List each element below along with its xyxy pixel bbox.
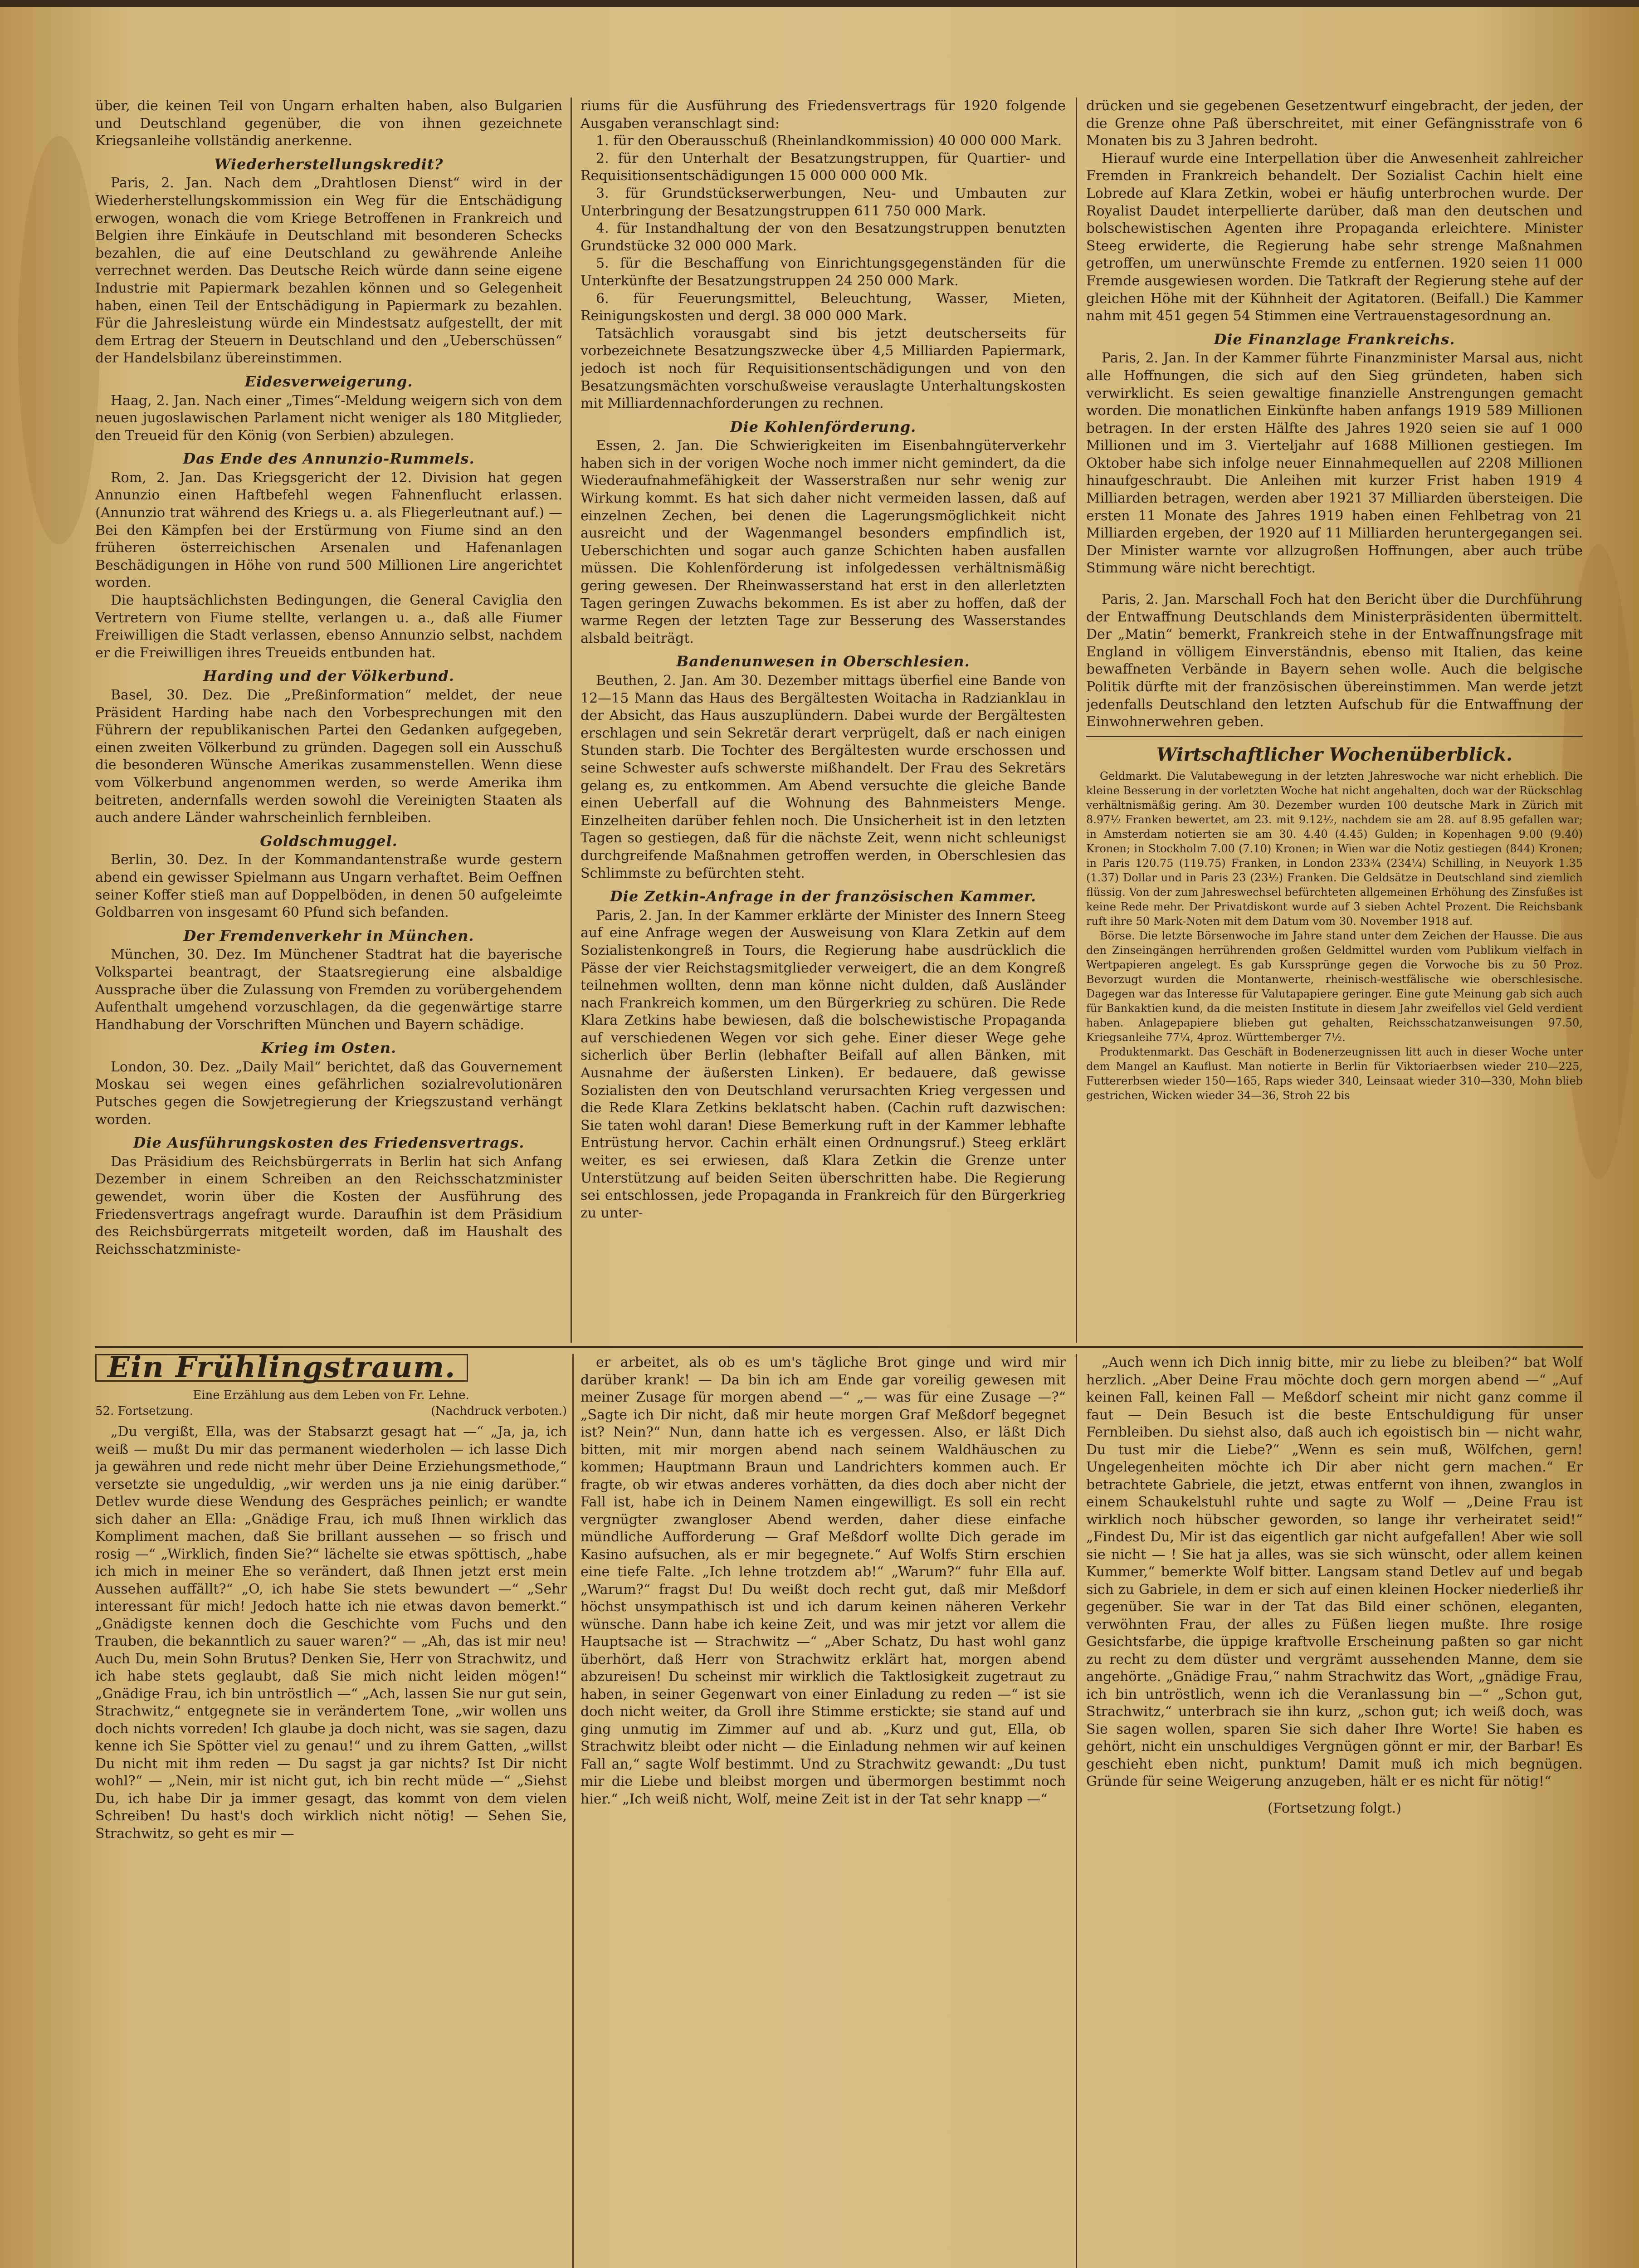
economic-review-title: Wirtschaftlicher Wochenüberblick.	[1156, 743, 1513, 765]
expense-item: 5. für die Beschaffung von Einrichtungsgegenständen für die Unterkünfte der Besatzungstruppen 24 250 000 Mark.	[580, 255, 1066, 289]
article-headline: Die Ausführungskosten des Friedensvertrags.	[133, 1134, 525, 1152]
article-headline: Eidesverweigerung.	[244, 372, 413, 390]
article-text: riums für die Ausführung des Friedensvertrags für 1920 folgende Ausgaben veranschlagt sind:	[580, 98, 1066, 132]
page-edge	[0, 0, 1639, 7]
article-text: Das Präsidium des Reichsbürgerrats in Berlin hat sich Anfang Dezember in einem Schreiben an den Reichsschatzminister gewendet, worin über die Kosten der Ausführung des Friedensvertrags angefragt wurde. Daraufhin ist dem Präsidium des Reichsbürgerrats mitgeteilt worden, daß im Haushalt des Reichsschatzministe-	[95, 1154, 562, 1257]
serial-column-1	[95, 1354, 567, 2268]
column-divider	[571, 98, 572, 1343]
article-headline: Bandenunwesen in Oberschlesien.	[676, 653, 970, 670]
article-text: Hierauf wurde eine Interpellation über die Anwesenheit zahlreicher Fremden in Frankreich behandelt. Der Sozialist Cachin hielt eine Lobrede auf Klara Zetkin, wobei er häufig unterbrochen wurde. Der Royalist Daudet interpellierte darüber, daß man den deutschen und bolschewistischen Agenten ihre Propaganda erleichtere. Minister Steeg erwiderte, die Regierung habe sehr strenge Maßnahmen getroffen, um unerwünschte Fremde zu entfernen. 1920 seien 11 000 Fremde ausgewiesen worden. Die Tatkraft der Regierung stehe auf der gleichen Höhe mit der Kühnheit der Agitatoren. (Beifall.) Die Kammer nahm mit 451 gegen 54 Stimmen eine Vertrauenstagesordnung an.	[1086, 150, 1583, 324]
article-text: über, die keinen Teil von Ungarn erhalten haben, also Bulgarien und Deutschland gegenüber, die von ihnen gezeichnete Kriegsanleihe vollständig anerkenne.	[95, 98, 562, 149]
article-headline: Harding und der Völkerbund.	[203, 667, 455, 685]
produce-market-text: Produktenmarkt. Das Geschäft in Bodenerzeugnissen litt auch in dieser Woche unter dem Mangel an Kauflust. Man notierte in Berlin für Viktoriaerbsen wieder 210—225, Futtererbsen wieder 150—165, Raps wieder 340, Leinsaat wieder 310—330, Mohn blieb gestrichen, Wicken wieder 34—36, Stroh 22 bis	[1086, 1046, 1583, 1102]
serial-subtitle: Eine Erzählung aus dem Leben von Fr. Lehne.	[193, 1388, 469, 1402]
serial-text: „Du vergißt, Ella, was der Stabsarzt gesagt hat —“ „Ja, ja, ich weiß — mußt Du mir das permanent wiederholen — ich lasse Dich ja gewähren und rede nicht mehr über Deine Erziehungsmethode,“ versetzte sie ungeduldig, „wir werden uns ja nie einig darüber.“ Detlev wurde diese Wendung des Gespräches peinlich; er wandte sich daher an Ella: „Gnädige Frau, ich muß Ihnen wirklich das Kompliment machen, daß Sie brillant aussehen — so frisch und rosig —“ „Wirklich, finden Sie?“ lächelte sie etwas spöttisch, „habe ich mich in meiner Ehe so verändert, daß Ihnen jetzt erst mein Aussehen auffällt?“ „O, ich habe Sie stets bewundert —“ „Sehr interessant für mich! Jedoch hatte ich nie etwas davon bemerkt.“ „Gnädigste kennen doch die Geschichte vom Fuchs und den Trauben, die bekanntlich zu sauer waren?“ — „Ah, das ist mir neu! Auch Du, mein Sohn Brutus? Denken Sie, Herr von Strachwitz, und ich habe stets geglaubt, daß Sie mich nicht leiden mögen!“ „Gnädige Frau, ich bin untröstlich —“ „Ach, lassen Sie nur gut sein, Strachwitz,“ entgegnete sie in verändertem Tone, „wir wollen uns doch nichts vorreden! Ich glaube ja doch nicht, was sie sagen, dazu kenne ich Sie Spötter viel zu genau!“ und zu ihrem Gatten, „willst Du nicht mit ihm reden — Du sagst ja gar nichts? Ist Dir nicht wohl?“ — „Nein, mir ist nicht gut, ich bin recht müde —“ „Siehst Du, ich habe Dir ja immer gesagt, das kommt von dem vielen Schreiben! Du hast's doch wirklich nicht nötig! — Sehen Sie, Strachwitz, so geht es mir —	[95, 1424, 567, 1842]
article-headline: Der Fremdenverkehr in München.	[183, 927, 474, 944]
article-headline: Krieg im Osten.	[261, 1039, 397, 1057]
serial-column-3	[1086, 1354, 1583, 2268]
stock-market-text: Börse. Die letzte Börsenwoche im Jahre stand unter dem Zeichen der Hausse. Die aus den Zinseingängen herrührenden großen Geldmittel wurden vom Publikum vielfach in Wertpapieren angelegt. Es gab Kurssprünge gegen die Vorwoche bis zu 50 Proz. Bevorzugt wurden die Montanwerte, rheinisch-westfälische wie oberschlesische. Dagegen war das Interesse für Valutapapiere geringer. Eine gute Meinung gab sich auch für Bankaktien kund, da die meisten Institute in diesem Jahr zweifellos viel Geld verdient haben. Anlagepapiere blieben gut gehalten, Reichsschatzanweisungen 97.50, Kriegsanleihe 77¼, 4proz. Württemberger 7½.	[1086, 929, 1583, 1044]
serial-text: er arbeitet, als ob es um's tägliche Brot ginge und wird mir darüber krank! — Da bin ich am Ende gar voreilig gewesen mit meiner Zusage für morgen abend —“ „— was für eine Zusage —?“ „Sagte ich Dir nicht, daß mir heute morgen Graf Meßdorf begegnet ist? Nein?“ Nun, dann hatte ich es vergessen. Also, er läßt Dich bitten, mit mir morgen abend nach seinem Waldhäuschen zu kommen; Hauptmann Braun und Landrichters kommen auch. Er fragte, ob wir etwas anderes vorhätten, da dies doch aber nicht der Fall ist, habe ich in Deinem Namen eingewilligt. Es soll ein recht vergnügter zwangloser Abend werden, daher diese einfache mündliche Aufforderung — Graf Meßdorf wollte Dich gerade im Kasino aufsuchen, als er mir begegnete.“ Auf Wolfs Stirn erschien eine tiefe Falte. „Ich lehne trotzdem ab!“ „Warum?“ fuhr Ella auf. „Warum?“ fragst Du! Du weißt doch recht gut, daß mir Meßdorf höchst unsympathisch ist und ich darum keinen näheren Verkehr wünsche. Dann habe ich keine Zeit, und was mir jetzt vor allem die Hauptsache ist — Strachwitz —“ „Aber Schatz, Du hast wohl ganz überhört, daß Herr von Strachwitz erklärt hat, morgen abend abzureisen! Du scheinst mir wirklich die Taktlosigkeit zugetraut zu haben, in seiner Gegenwart von einer Einladung zu reden —“ ist sie doch nicht weiter, da Groll ihre Stimme erstickte; sie stand auf und ging unmutig im Zimmer auf und ab. „Kurz und gut, Ella, ob Strachwitz bleibt oder nicht — die Einladung nehmen wir auf keinen Fall an,“ sagte Wolf bestimmt. Und zu Strachwitz gewandt: „Du tust mir die Liebe und bleibst morgen und übermorgen bestimmt noch hier.“ „Ich weiß nicht, Wolf, meine Zeit ist in der Tat sehr knapp —“	[580, 1354, 1066, 1807]
article-text: Paris, 2. Jan. Marschall Foch hat den Bericht über die Durchführung der Entwaffnung Deutschlands dem Ministerpräsidenten übermittelt. Der „Matin“ bemerkt, Frankreich stehe in der Entwaffnungsfrage mit England in völligem Einverständnis, ebenso mit Italien, das keine bewaffneten Verbände in Bayern sehen wolle. Auch die belgische Politik dürfte mit der französischen übereinstimmen. Man werde jetzt jedenfalls Deutschland den letzten Aufschub für die Entwaffnung der Einwohnerwehren geben.	[1086, 591, 1583, 730]
article-text: Basel, 30. Dez. Die „Preßinformation“ meldet, der neue Präsident Harding habe nach den Vorbesprechungen mit den Führern der republikanischen Partei den Gedanken aufgegeben, einen zweiten Völkerbund zu gründen. Dagegen soll ein Ausschuß die besonderen Wünsche Amerikas zusammenstellen. Wenn diese vom Völkerbund angenommen werden, so werde Amerika ihm beitreten, andernfalls werden sowohl die Vereinigten Staaten als auch andere Länder wahrscheinlich fernbleiben.	[95, 687, 562, 826]
article-text: Haag, 2. Jan. Nach einer „Times“-Meldung weigern sich von dem neuen jugoslawischen Parlament nicht weniger als 180 Mitglieder, den Treueid für den König (von Serbien) abzulegen.	[95, 392, 562, 444]
news-column-1	[95, 98, 562, 1343]
article-headline: Das Ende des Annunzio-Rummels.	[183, 450, 475, 468]
article-headline: Die Zetkin-Anfrage in der französischen Kammer.	[610, 888, 1036, 905]
expense-item: 1. für den Oberausschuß (Rheinlandkommission) 40 000 000 Mark.	[596, 133, 1062, 149]
column-divider	[1076, 1354, 1077, 2268]
article-text: Beuthen, 2. Jan. Am 30. Dezember mittags überfiel eine Bande von 12—15 Mann das Haus des Bergältesten Woitacha in Radzianklau in der Absicht, das Haus auszuplündern. Dabei wurde der Bergältesten erschlagen und sein Sekretär derart verprügelt, daß er nach einigen Stunden starb. Die Tochter des Bergältesten wurde erschossen und seine Schwester aufs schwerste mißhandelt. Der Frau des Sekretärs gelang es, zu entkommen. Am Abend versuchte die gleiche Bande einen Ueberfall auf die Wohnung des Bahnmeisters Menge. Einzelheiten darüber fehlen noch. Die Unsicherheit ist in den letzten Tagen so gestiegen, daß für die nächste Zeit, wenn nicht schleunigst durchgreifende Maßnahmen getroffen werden, in Oberschlesien das Schlimmste zu befürchten steht.	[580, 673, 1066, 881]
article-headline: Die Finanzlage Frankreichs.	[1214, 330, 1455, 348]
expense-item: 3. für Grundstückserwerbungen, Neu- und Umbauten zur Unterbringung der Besatzungstruppen 611 750 000 Mark.	[580, 185, 1066, 219]
installment-number: 52. Fortsetzung.	[95, 1404, 194, 1418]
section-rule	[1086, 731, 1583, 737]
expense-item: 4. für Instandhaltung der von den Besatzungstruppen benutzten Grundstücke 32 000 000 Mark.	[580, 220, 1066, 254]
reprint-notice: (Nachdruck verboten.)	[431, 1404, 567, 1418]
continued-note: (Fortsetzung folgt.)	[1268, 1800, 1401, 1816]
article-text: Die hauptsächlichsten Bedingungen, die General Caviglia den Vertretern von Fiume stellte, verlangen u. a., daß alle Fiumer Freiwilligen die Stadt verlassen, ebenso Annunzio selbst, nachdem er die Freiwilligen ihres Treueids entbunden hat.	[95, 592, 562, 661]
article-headline: Goldschmuggel.	[260, 832, 398, 850]
serial-title: Ein Frühlingstraum.	[95, 1354, 468, 1382]
article-text: Paris, 2. Jan. In der Kammer führte Finanzminister Marsal aus, nicht alle Hoffnungen, die sich auf den Sieg gründeten, haben sich verwirklicht. Es seien gewaltige finanzielle Anstrengungen gemacht worden. Die monatlichen Einkünfte haben anfangs 1919 589 Millionen betragen. In der ersten Hälfte des Jahres 1920 seien sie auf 1 000 Millionen und im 3. Vierteljahr auf 1688 Millionen gestiegen. Im Oktober habe sich infolge neuer Einnahmequellen auf 2208 Millionen hinaufgeschraubt. Die Anleihen mit kurzer Frist haben 1919 4 Milliarden betragen, werden aber 1921 37 Milliarden übersteigen. Die ersten 11 Monate des Jahres 1919 haben einen Fehlbetrag von 21 Milliarden ergeben, der 1920 auf 11 Milliarden heruntergegangen sei. Der Minister warnte vor allzugroßen Hoffnungen, aber auch trübe Stimmung wäre nicht berechtigt.	[1086, 350, 1583, 577]
feuilleton-divider	[95, 1346, 1583, 1348]
expense-item: 6. für Feuerungsmittel, Beleuchtung, Wasser, Mieten, Reinigungskosten und dergl. 38 000 000 Mark.	[580, 290, 1066, 324]
news-column-2	[580, 98, 1066, 1343]
article-text: Berlin, 30. Dez. In der Kommandantenstraße wurde gestern abend ein gewisser Spielmann aus Ungarn verhaftet. Beim Oeffnen seiner Koffer stieß man auf Doppelböden, in denen 50 aufgeleimte Goldbarren von insgesamt 60 Pfund sich befanden.	[95, 852, 562, 921]
article-text: London, 30. Dez. „Daily Mail“ berichtet, daß das Gouvernement Moskau sei wegen eines gefährlichen sozialrevolutionären Putsches gegen die Sowjetregierung der Kriegszustand verhängt worden.	[95, 1059, 562, 1128]
article-text: drücken und sie gegebenen Gesetzentwurf eingebracht, der jeden, der die Grenze ohne Paß überschreitet, mit einer Gefängnisstrafe von 6 Monaten bis zu 3 Jahren bedroht.	[1086, 98, 1583, 149]
article-text: Paris, 2. Jan. In der Kammer erklärte der Minister des Innern Steeg auf eine Anfrage wegen der Ausweisung von Klara Zetkin auf dem Sozialistenkongreß in Tours, die Regierung habe ausdrücklich die Pässe der vier Reichstagsmitglieder verweigert, die an dem Kongreß teilnehmen wollten, denn man könne nicht dulden, daß Ausländer nach Frankreich kommen, um den Bürgerkrieg zu schüren. Die Rede Klara Zetkins habe bewiesen, daß die bolschewistische Propaganda auf verschiedenen Wegen vor sich gehe. Einer dieser Wege gehe sicherlich über Berlin (lebhafter Beifall auf allen Bänken, mit Ausnahme der äußersten Linken). Er bedauere, daß gewisse Sozialisten den von Deutschland verursachten Krieg vergessen und die Rede Klara Zetkins beklatscht haben. (Cachin ruft dazwischen: Sie taten wohl daran! Diese Bemerkung ruft in der Kammer lebhafte Entrüstung hervor. Cachin erhält einen Ordnungsruf.) Steeg erklärt weiter, es sei erwiesen, daß Klara Zetkin die Grenze unter Unterstützung auf beiden Seiten überschritten habe. Die Regierung sei entschlossen, jede Propaganda in Frankreich für den Bürgerkrieg zu unter-	[580, 907, 1066, 1221]
money-market-text: Geldmarkt. Die Valutabewegung in der letzten Jahreswoche war nicht erheblich. Die kleine Besserung in der vorletzten Woche hat nicht angehalten, doch war der Rückschlag verhältnismäßig gering. Am 30. Dezember wurden 100 deutsche Mark in Zürich mit 8.97½ Franken bewertet, am 23. mit 9.12½, nachdem sie am 28. auf 8.95 gefallen war; in Amsterdam notierten sie am 30. 4.40 (4.45) Gulden; in Kopenhagen 9.00 (9.40) Kronen; in Stockholm 7.00 (7.10) Kronen; in Wien war die Notiz gestiegen (844) Kronen; in Paris 120.75 (119.75) Franken, in London 233¾ (234¼) Schilling, in Neuyork 1.35 (1.37) Dollar und in Paris 23 (23½) Franken. Die Geldsätze in Deutschland sind ziemlich flüssig. Von der zum Jahreswechsel befürchteten allgemeinen Erhöhung des Zinsfußes ist keine Rede mehr. Der Privatdiskont wurde auf 3 sieben Achtel Prozent. Die Reichsbank ruft ihre 50 Mark-Noten mit dem Datum vom 30. November 1918 auf.	[1086, 770, 1583, 928]
article-headline: Die Kohlenförderung.	[730, 418, 917, 435]
article-text: Paris, 2. Jan. Nach dem „Drahtlosen Dienst“ wird in der Wiederherstellungskommission ein Weg für die Entschädigung erwogen, wonach die vom Kriege Betroffenen in Frankreich und Belgien ihre Einkäufe in Deutschland mit besonderen Schecks bezahlen, die auf eine Deutschland zu gewährende Anleihe verrechnet werden. Das Deutsche Reich würde dann seine eigene Industrie mit Papiermark bezahlen können und so Gelegenheit haben, einen Teil der Entschädigung in Papiermark zu bezahlen. Für die Jahresleistung würde ein Mindestsatz aufgestellt, der mit dem Ertrag der Steuern in Deutschland und den „Ueberschüssen“ der Handelsbilanz übereinstimmen.	[95, 175, 562, 367]
article-text: Essen, 2. Jan. Die Schwierigkeiten im Eisenbahngüterverkehr haben sich in der vorigen Woche noch immer nicht gemindert, da die Wiederaufnahmefähigkeit der Wasserstraßen nur sehr wenig zur Wirkung kommt. Es hat sich daher nicht vermeiden lassen, daß auf einzelnen Zechen, bei denen die Lagerungsmöglichkeit nicht ausreicht und der Wagenmangel besonders empfindlich ist, Ueberschichten und sogar auch ganze Schichten haben ausfallen müssen. Die Kohlenförderung ist infolgedessen verhältnismäßig gering gewesen. Der Rheinwasserstand hat erst in den allerletzten Tagen geringen Zuwachs bekommen. Es ist aber zu hoffen, daß der warme Regen der letzten Tage zur Besserung des Wasserstandes alsbald beiträgt.	[580, 438, 1066, 646]
serial-meta	[95, 1403, 567, 1420]
economic-review	[1086, 769, 1583, 1103]
article-text: Tatsächlich vorausgabt sind bis jetzt deutscherseits für vorbezeichnete Besatzungszwecke über 4,5 Milliarden Papiermark, jedoch ist noch für Requisitionsentschädigungen und von den Besatzungsmächten vorschußweise verauslagte Unterhaltungskosten mit Milliardennachforderungen zu rechnen.	[580, 325, 1066, 412]
serial-text: „Auch wenn ich Dich innig bitte, mir zu liebe zu bleiben?“ bat Wolf herzlich. „Aber Deine Frau möchte doch gern morgen abend —“ „Auf keinen Fall, keinen Fall — Meßdorf scheint mir nicht ganz comme il faut — Dein Besuch ist die beste Entschuldigung für unser Fernbleiben. Du siehst also, daß auch ich egoistisch bin — nicht wahr, Du tust mir die Liebe?“ „Wenn es sein muß, Wölfchen, gern! Ungelegenheiten möchte ich Dir aber nicht gern machen.“ Er betrachtete Gabriele, die jetzt, etwas entfernt von ihnen, zwanglos in einem Schaukelstuhl ruhte und sagte zu Wolf — „Deine Frau ist wirklich noch hübscher geworden, so lange ihr verheiratet seid!“ „Findest Du, Mir ist das eigentlich gar nicht aufgefallen! Aber wie soll sie nicht — ! Sie hat ja alles, was sie sich wünscht, oder allem keinen Kummer,“ bemerkte Wolf bitter. Langsam stand Detlev auf und begab sich zu Gabriele, in dem er sich auf einen kleinen Hocker niederließ ihr gegenüber. Sie war in der Tat das Bild einer schönen, eleganten, verwöhnten Frau, der alles zu Füßen liegen mußte. Ihre rosige Gesichtsfarbe, die üppige kraftvolle Erscheinung paßten so gar nicht zu recht zu dem düster und vergrämt aussehenden Manne, dem sie angehörte. „Gnädige Frau,“ nahm Strachwitz das Wort, „gnädige Frau, ich bin untröstlich, wenn ich die Veranlassung bin —“ „Schon gut, Strachwitz,“ unterbrach sie ihn kurz, „schon gut; ich weiß doch, was Sie sagen wollen, sparen Sie sich daher Ihre Worte! Sie haben es gehört, nicht ein unschuldiges Vergnügen gönnt er mir, der Barbar! Es geschieht eben nicht, punktum! Damit muß ich mich begnügen. Gründe für seine Weigerung anzugeben, hält er es nicht für nötig!“	[1086, 1354, 1583, 1789]
article-text: Rom, 2. Jan. Das Kriegsgericht der 12. Division hat gegen Annunzio einen Haftbefehl wegen Fahnenflucht erlassen. (Annunzio trat während des Kriegs u. a. als Fliegerleutnant auf.) — Bei den Kämpfen bei der Erstürmung von Fiume sind an den früheren österreichischen Arsenalen und Hafenanlagen Beschädigungen in Höhe von rund 500 Millionen Lire angerichtet worden.	[95, 469, 562, 591]
column-divider	[1076, 98, 1077, 1343]
paper-stain	[18, 136, 100, 544]
expense-item: 2. für den Unterhalt der Besatzungstruppen, für Quartier- und Requisitionsentschädigungen 15 000 000 000 Mk.	[580, 150, 1066, 184]
serial-column-2	[580, 1354, 1066, 2268]
article-text: München, 30. Dez. Im Münchener Stadtrat hat die bayerische Volkspartei beantragt, der Staatsregierung eine alsbaldige Aussprache über die Zulassung von Fremden zu vorübergehendem Aufenthalt umgehend vorzuschlagen, da die gegenwärtige starre Handhabung der Vorschriften München und Bayern schädige.	[95, 947, 562, 1033]
article-headline: Wiederherstellungskredit?	[214, 155, 444, 173]
column-divider	[572, 1354, 574, 2268]
news-column-3	[1086, 98, 1583, 1343]
